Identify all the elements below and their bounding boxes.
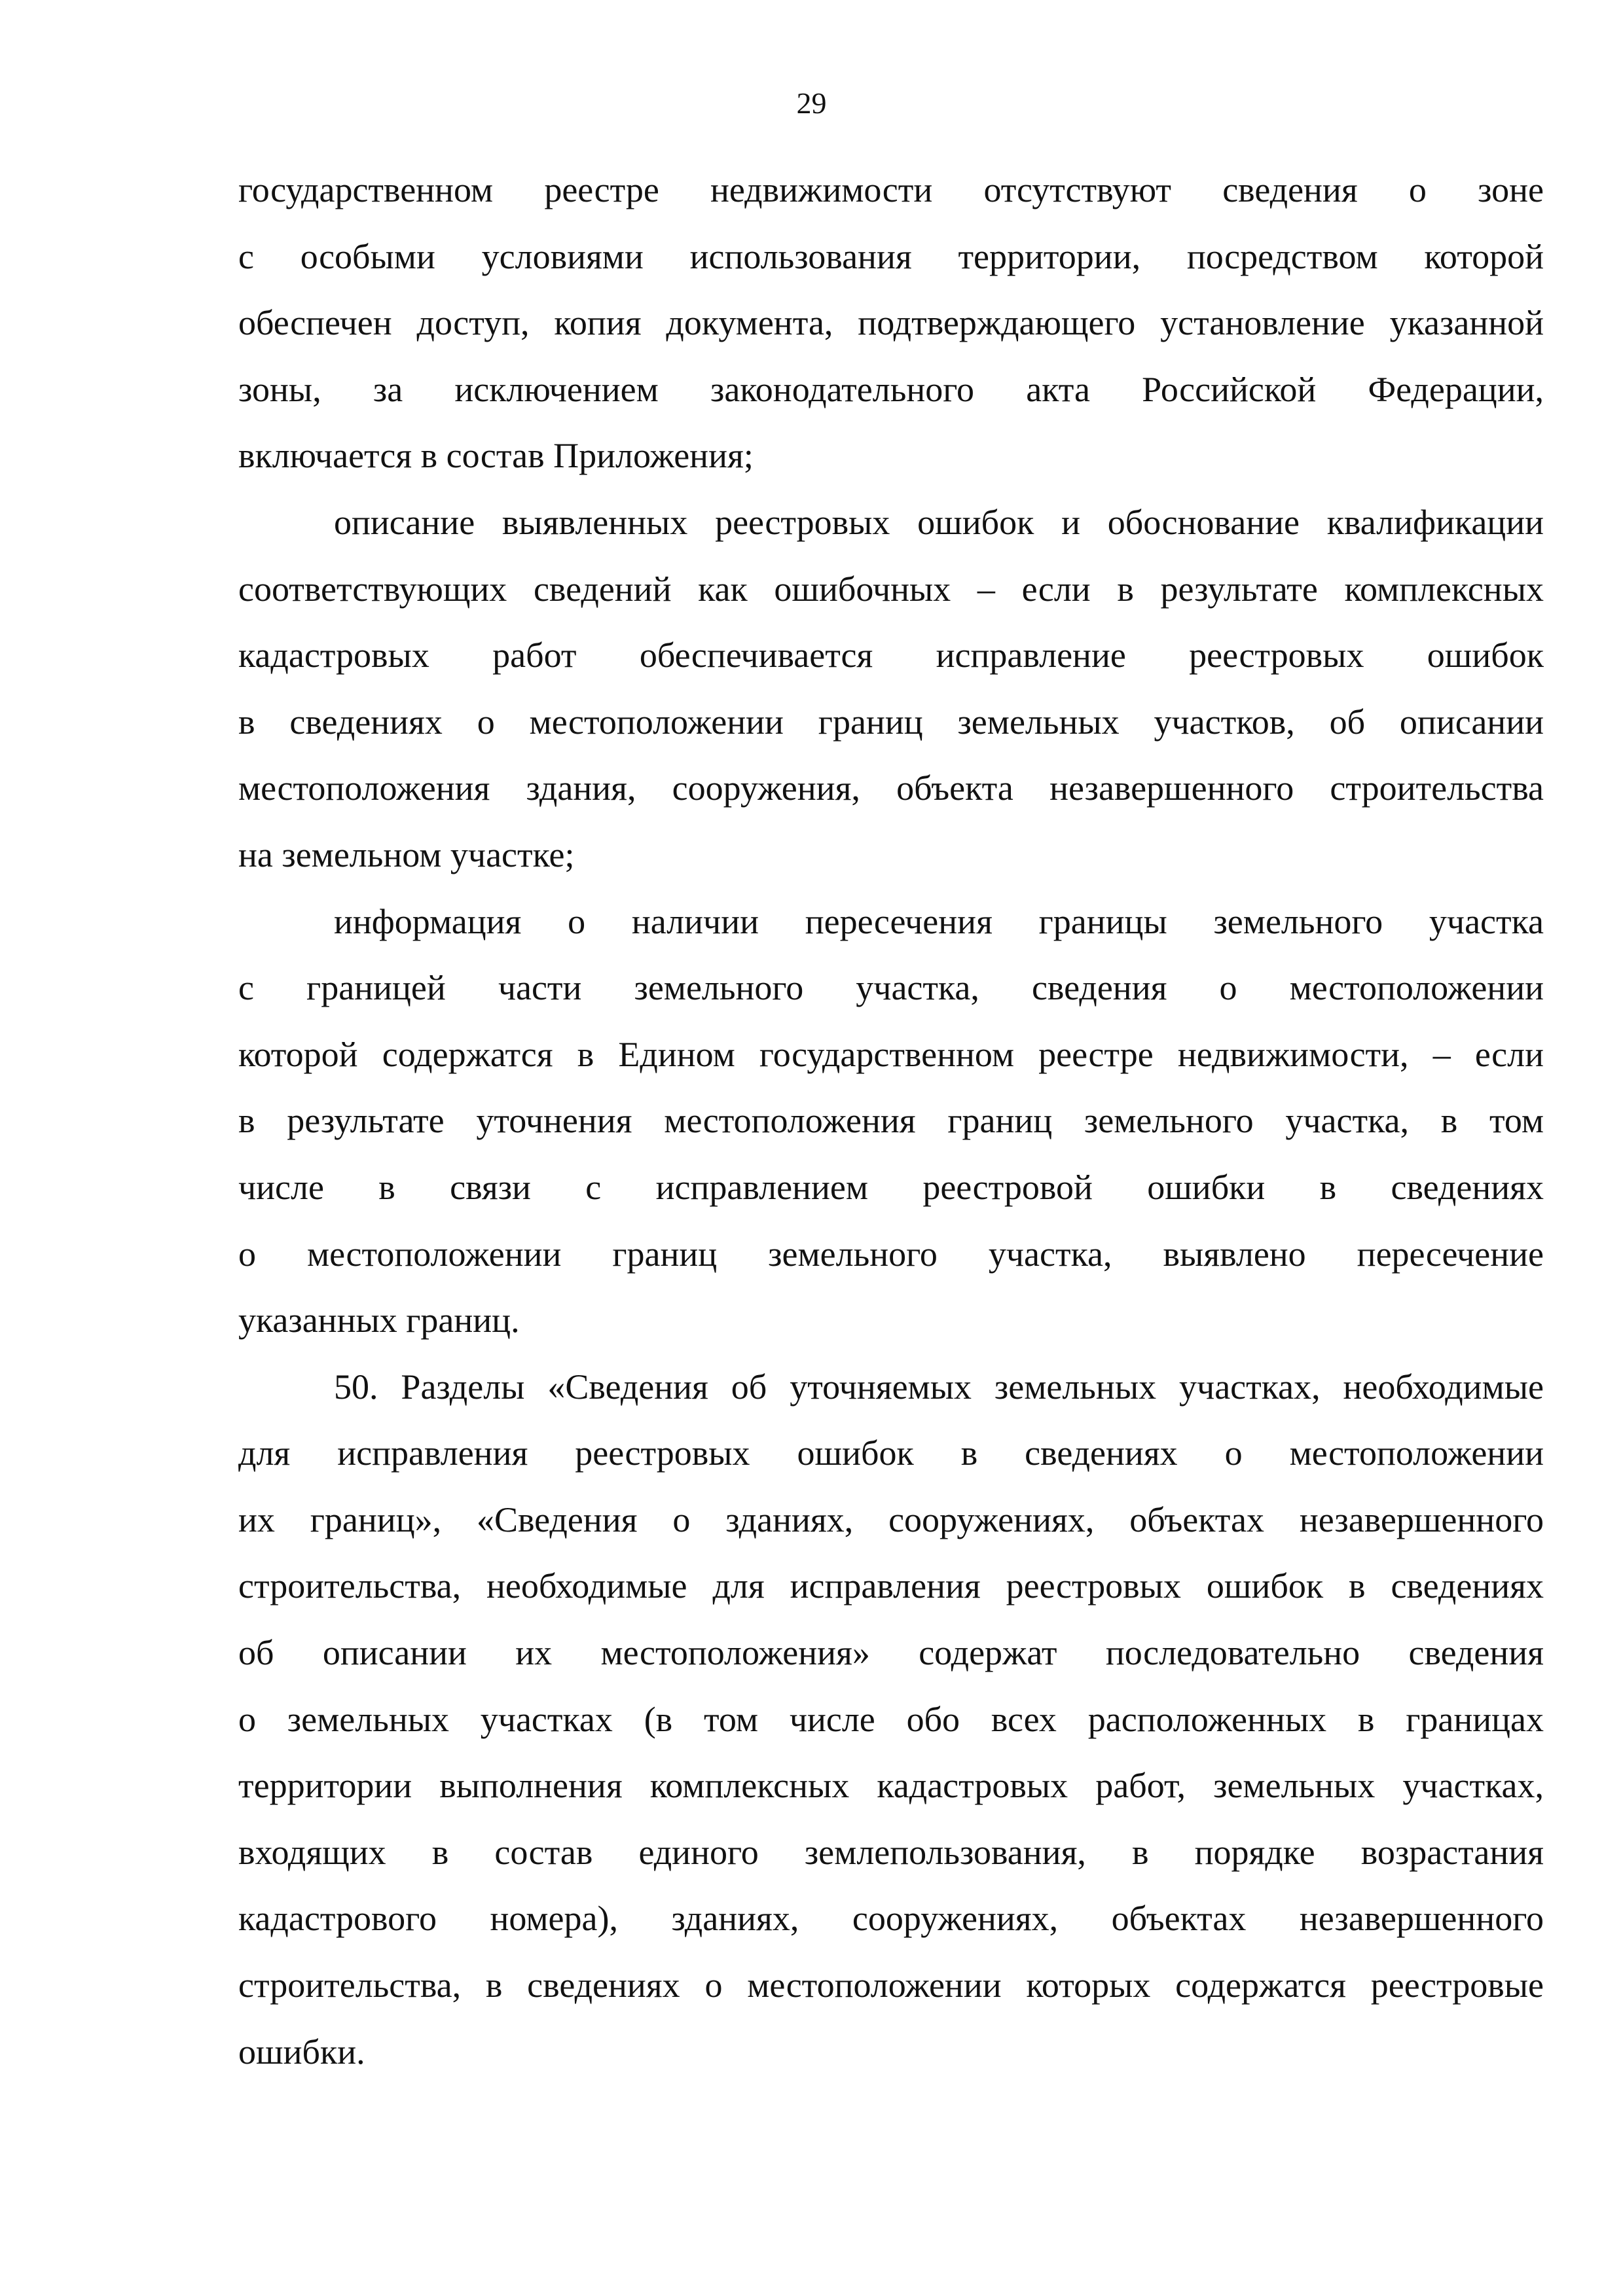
text-line: территории выполнения комплексных кадастровых работ, земельных участках, — [238, 1766, 1544, 1806]
text-line: государственном реестре недвижимости отсутствуют сведения о зоне — [238, 170, 1544, 209]
text-line: зоны, за исключением законодательного акта Российской Федерации, — [238, 369, 1544, 409]
text-line: ошибки. — [238, 2032, 365, 2072]
text-line: на земельном участке; — [238, 834, 575, 874]
text-line: указанных границ. — [238, 1300, 520, 1340]
text-line: информация о наличии пересечения границы земельного участка — [334, 901, 1544, 941]
text-line: которой содержатся в Едином государственном реестре недвижимости, – если — [238, 1034, 1544, 1074]
text-line: числе в связи с исправлением реестровой ошибки в сведениях — [238, 1167, 1544, 1207]
body-text — [238, 157, 1544, 2085]
text-line: для исправления реестровых ошибок в сведениях о местоположении — [238, 1433, 1544, 1473]
page-number: 29 — [796, 86, 827, 120]
text-line: с границей части земельного участка, сведения о местоположении — [238, 968, 1544, 1008]
text-line: кадастровых работ обеспечивается исправление реестровых ошибок — [238, 636, 1544, 675]
text-line: обеспечен доступ, копия документа, подтверждающего установление указанной — [238, 303, 1544, 343]
text-line: их границ», «Сведения о зданиях, сооружениях, объектах незавершенного — [238, 1499, 1544, 1539]
text-line: о земельных участках (в том числе обо всех расположенных в границах — [238, 1699, 1544, 1739]
text-line: о местоположении границ земельного участка, выявлено пересечение — [238, 1234, 1544, 1274]
text-line: в сведениях о местоположении границ земельных участков, об описании — [238, 702, 1544, 742]
text-line: описание выявленных реестровых ошибок и обоснование квалификации — [334, 502, 1544, 542]
text-line: строительства, в сведениях о местоположении которых содержатся реестровые — [238, 1965, 1544, 2005]
text-line: строительства, необходимые для исправления реестровых ошибок в сведениях — [238, 1566, 1544, 1606]
text-line: соответствующих сведений как ошибочных – если в результате комплексных — [238, 569, 1544, 609]
text-line: 50. Разделы «Сведения об уточняемых земельных участках, необходимые — [334, 1367, 1544, 1407]
text-line: местоположения здания, сооружения, объекта незавершенного строительства — [238, 768, 1544, 808]
text-line: с особыми условиями использования территории, посредством которой — [238, 236, 1544, 276]
text-line: об описании их местоположения» содержат последовательно сведения — [238, 1633, 1544, 1673]
text-line: входящих в состав единого землепользования, в порядке возрастания — [238, 1832, 1544, 1872]
text-line: в результате уточнения местоположения границ земельного участка, в том — [238, 1101, 1544, 1141]
text-line: кадастрового номера), зданиях, сооружениях, объектах незавершенного — [238, 1899, 1544, 1939]
text-line: включается в состав Приложения; — [238, 436, 754, 476]
